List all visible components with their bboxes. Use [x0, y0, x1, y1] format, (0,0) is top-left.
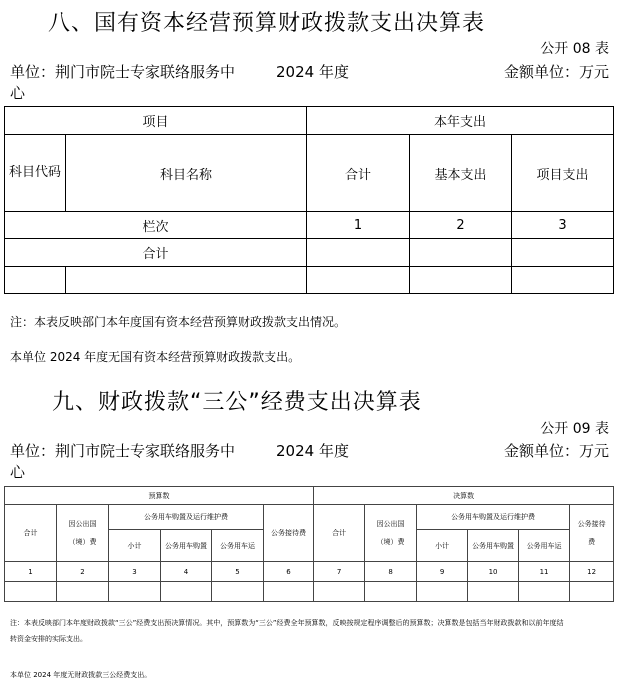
- column-index-1: 1: [307, 212, 410, 239]
- header-final-accounts: 决算数: [314, 487, 614, 505]
- row-total-cell: [410, 239, 512, 267]
- row-column-index-label: 栏次: [5, 212, 307, 239]
- section8-note: 注：本表反映部门本年度国有资本经营预算财政拨款支出情况。: [10, 315, 347, 329]
- column-index: 2: [57, 562, 109, 582]
- section8-amount-unit: 金额单位：万元: [503, 63, 609, 81]
- column-index: 1: [5, 562, 57, 582]
- empty-cell: [512, 267, 614, 294]
- header-vehicle-operation: 公务用车运: [212, 530, 264, 562]
- header-total: 合计: [314, 505, 365, 562]
- section9-amount-unit: 金额单位：万元: [503, 442, 609, 460]
- empty-cell: [417, 582, 468, 602]
- empty-cell: [468, 582, 519, 602]
- empty-cell: [57, 582, 109, 602]
- empty-cell: [570, 582, 614, 602]
- header-budget: 预算数: [5, 487, 314, 505]
- header-overseas-travel: 因公出国（境）费: [365, 505, 417, 562]
- empty-cell: [264, 582, 314, 602]
- empty-cell: [212, 582, 264, 602]
- empty-cell: [307, 267, 410, 294]
- section9-unit-continued: 心: [10, 463, 26, 481]
- section8-table-code: 公开 08 表: [540, 41, 609, 57]
- section9-note-line1: 注：本表反映部门本年度财政拨款“三公”经费支出预决算情况。其中，预算数为“三公”经费全年预算数，反映按规定程序调整后的预算数；决算数是包括当年财政拨款和以前年度结: [10, 619, 564, 627]
- section9-year: 2024 年度: [276, 442, 349, 460]
- header-total: 合计: [5, 505, 57, 562]
- column-index: 3: [109, 562, 161, 582]
- section9-note-line2: 转资金安排的实际支出。: [10, 635, 87, 643]
- header-subject-name: 科目名称: [66, 135, 307, 212]
- section8-unit: 单位：荆门市院士专家联络服务中: [10, 63, 236, 81]
- state-capital-expenditure-table: [4, 106, 614, 294]
- column-index: 10: [468, 562, 519, 582]
- header-subtotal: 小计: [109, 530, 161, 562]
- header-item: 项目: [5, 107, 307, 135]
- empty-cell: [314, 582, 365, 602]
- header-project-expenditure: 项目支出: [512, 135, 614, 212]
- row-total-cell: [307, 239, 410, 267]
- column-index: 11: [519, 562, 570, 582]
- column-index-2: 2: [410, 212, 512, 239]
- section8-title: 八、国有资本经营预算财政拨款支出决算表: [48, 11, 486, 36]
- row-total-cell: [512, 239, 614, 267]
- column-index: 6: [264, 562, 314, 582]
- empty-cell: [365, 582, 417, 602]
- column-index: 4: [161, 562, 212, 582]
- header-year-expenditure: 本年支出: [307, 107, 614, 135]
- empty-cell: [66, 267, 307, 294]
- column-index: 7: [314, 562, 365, 582]
- header-reception: 公务接待费: [570, 505, 614, 562]
- row-total-label: 合计: [5, 239, 307, 267]
- header-overseas-travel: 因公出国（境）费: [57, 505, 109, 562]
- empty-cell: [109, 582, 161, 602]
- three-public-expenses-table: [4, 486, 614, 602]
- header-vehicle-expense: 公务用车购置及运行维护费: [417, 505, 570, 530]
- section8-statement: 本单位 2024 年度无国有资本经营预算财政拨款支出。: [10, 350, 301, 364]
- header-vehicle-purchase: 公务用车购置: [161, 530, 212, 562]
- empty-cell: [5, 267, 66, 294]
- section9-statement: 本单位 2024 年度无财政拨款三公经费支出。: [10, 671, 152, 679]
- header-vehicle-operation: 公务用车运: [519, 530, 570, 562]
- section9-table-code: 公开 09 表: [540, 421, 609, 437]
- header-vehicle-purchase: 公务用车购置: [468, 530, 519, 562]
- section8-year: 2024 年度: [276, 63, 349, 81]
- section9-unit: 单位：荆门市院士专家联络服务中: [10, 442, 236, 460]
- section8-unit-continued: 心: [10, 84, 26, 102]
- header-reception: 公务接待费: [264, 505, 314, 562]
- header-basic-expenditure: 基本支出: [410, 135, 512, 212]
- empty-cell: [410, 267, 512, 294]
- header-subtotal: 小计: [417, 530, 468, 562]
- column-index-3: 3: [512, 212, 614, 239]
- empty-cell: [161, 582, 212, 602]
- header-vehicle-expense: 公务用车购置及运行维护费: [109, 505, 264, 530]
- header-total: 合计: [307, 135, 410, 212]
- empty-cell: [519, 582, 570, 602]
- column-index: 5: [212, 562, 264, 582]
- column-index: 12: [570, 562, 614, 582]
- column-index: 8: [365, 562, 417, 582]
- column-index: 9: [417, 562, 468, 582]
- header-subject-code: 科目代码: [5, 135, 66, 212]
- section9-title: 九、财政拨款“三公”经费支出决算表: [52, 390, 422, 415]
- empty-cell: [5, 582, 57, 602]
